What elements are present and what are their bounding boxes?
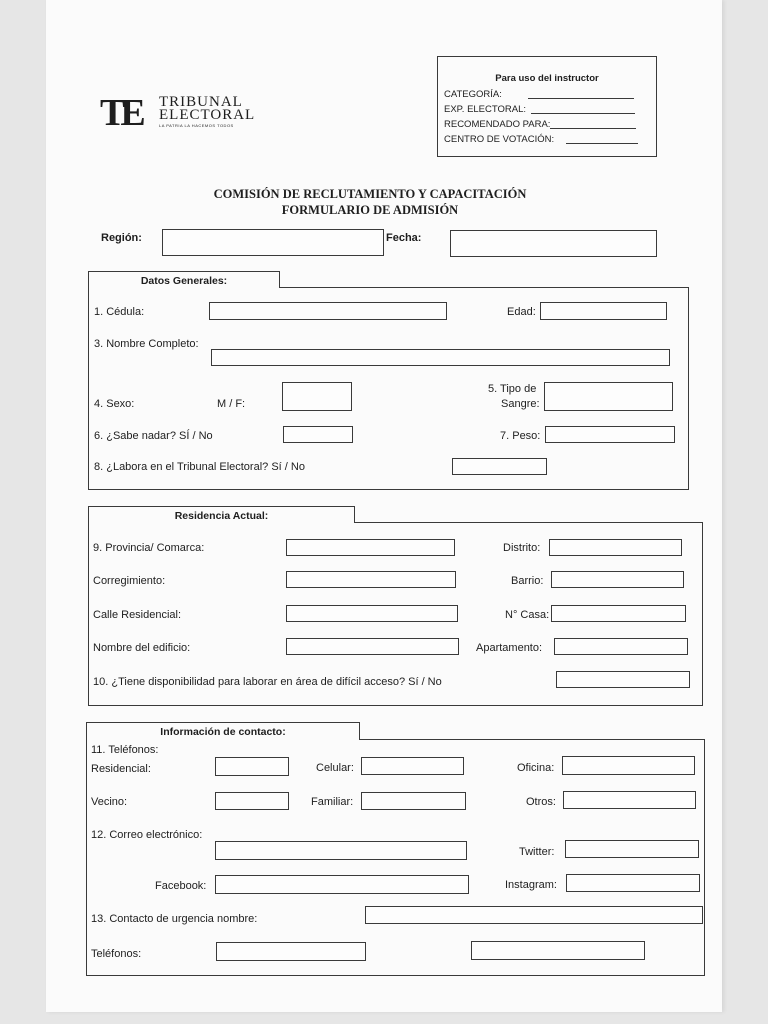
recomendado-label: RECOMENDADO PARA:: [444, 119, 551, 130]
region-label: Región:: [101, 232, 142, 244]
instructor-box-title: Para uso del instructor: [495, 73, 599, 84]
form-heading-line-1: COMISIÓN DE RECLUTAMIENTO Y CAPACITACIÓN: [213, 187, 527, 201]
contacto-title: Información de contacto:: [86, 722, 360, 740]
nadar-label: 6. ¿Sabe nadar? SÍ / No: [94, 430, 213, 442]
facebook-field[interactable]: [215, 875, 469, 894]
nombre-label: 3. Nombre Completo:: [94, 338, 199, 350]
provincia-field[interactable]: [286, 539, 455, 556]
calle-label: Calle Residencial:: [93, 609, 182, 621]
vecino-field[interactable]: [215, 792, 289, 810]
nombre-field[interactable]: [211, 349, 670, 366]
disponibilidad-field[interactable]: [556, 671, 690, 688]
residencial-label: Residencial:: [91, 763, 151, 775]
centro-votacion-line[interactable]: [566, 143, 638, 144]
apartamento-label: Apartamento:: [476, 642, 543, 654]
cedula-field[interactable]: [209, 302, 447, 320]
datos-generales-title: Datos Generales:: [88, 271, 280, 288]
distrito-field[interactable]: [549, 539, 682, 556]
region-field[interactable]: [162, 229, 384, 256]
mf-label: M / F:: [217, 398, 246, 410]
barrio-label: Barrio:: [511, 575, 544, 587]
telefonos-urgencia-field-1[interactable]: [216, 942, 366, 961]
tipo-sangre-field[interactable]: [544, 382, 673, 411]
apartamento-field[interactable]: [554, 638, 688, 655]
celular-field[interactable]: [361, 757, 464, 775]
instagram-label: Instagram:: [505, 879, 557, 891]
categoria-line[interactable]: [528, 98, 634, 99]
barrio-field[interactable]: [551, 571, 684, 588]
edificio-field[interactable]: [286, 638, 459, 655]
exp-electoral-label: EXP. ELECTORAL:: [444, 104, 527, 115]
logo-line-1: TRIBUNAL: [159, 94, 243, 110]
exp-electoral-line[interactable]: [531, 113, 635, 114]
recomendado-line[interactable]: [550, 128, 636, 129]
form-heading-line-2: FORMULARIO DE ADMISIÓN: [281, 203, 459, 217]
familiar-field[interactable]: [361, 792, 466, 810]
oficina-field[interactable]: [562, 756, 695, 775]
fecha-label: Fecha:: [386, 232, 422, 244]
calle-field[interactable]: [286, 605, 458, 622]
urgencia-label: 13. Contacto de urgencia nombre:: [91, 913, 258, 925]
nadar-field[interactable]: [283, 426, 353, 443]
facebook-label: Facebook:: [155, 880, 207, 892]
disponibilidad-label: 10. ¿Tiene disponibilidad para laborar en área de difícil acceso? Sí / No: [93, 676, 442, 688]
casa-label: N° Casa:: [505, 609, 550, 621]
instagram-field[interactable]: [566, 874, 700, 892]
familiar-label: Familiar:: [311, 796, 354, 808]
twitter-label: Twitter:: [519, 846, 555, 858]
provincia-label: 9. Provincia/ Comarca:: [93, 542, 205, 554]
peso-label: 7. Peso:: [500, 430, 541, 442]
urgencia-field[interactable]: [365, 906, 703, 924]
logo-name: [159, 96, 255, 122]
oficina-label: Oficina:: [517, 762, 555, 774]
edad-label: Edad:: [507, 306, 536, 318]
sexo-field[interactable]: [282, 382, 352, 411]
casa-field[interactable]: [551, 605, 686, 622]
vecino-label: Vecino:: [91, 796, 128, 808]
correo-field[interactable]: [215, 841, 467, 860]
logo-tagline: LA PATRIA LA HACEMOS TODOS: [159, 123, 234, 128]
corregimiento-field[interactable]: [286, 571, 456, 588]
correo-label: 12. Correo electrónico:: [91, 829, 203, 841]
telefonos-urgencia-field-2[interactable]: [471, 941, 645, 960]
celular-label: Celular:: [316, 762, 354, 774]
otros-label: Otros:: [526, 796, 556, 808]
tipo-sangre-label-2: Sangre:: [501, 398, 540, 410]
centro-votacion-label: CENTRO DE VOTACIÓN:: [444, 134, 555, 145]
edad-field[interactable]: [540, 302, 667, 320]
corregimiento-label: Corregimiento:: [93, 575, 166, 587]
instructor-box: [437, 56, 657, 157]
telefonos-label: 11. Teléfonos:: [91, 744, 159, 756]
labora-label: 8. ¿Labora en el Tribunal Electoral? Sí / No: [94, 461, 305, 473]
twitter-field[interactable]: [565, 840, 699, 858]
edificio-label: Nombre del edificio:: [93, 642, 191, 654]
residencial-field[interactable]: [215, 757, 289, 776]
otros-field[interactable]: [563, 791, 696, 809]
cedula-label: 1. Cédula:: [94, 306, 145, 318]
distrito-label: Distrito:: [503, 542, 541, 554]
categoria-label: CATEGORÍA:: [444, 89, 502, 100]
tipo-sangre-label-1: 5. Tipo de: [488, 383, 537, 395]
logo-line-2: ELECTORAL: [159, 107, 256, 123]
logo-mark: TE: [100, 92, 141, 134]
residencia-title: Residencia Actual:: [88, 506, 355, 523]
labora-field[interactable]: [452, 458, 547, 475]
telefonos-urgencia-label: Teléfonos:: [91, 948, 142, 960]
sexo-label: 4. Sexo:: [94, 398, 135, 410]
fecha-field[interactable]: [450, 230, 657, 257]
peso-field[interactable]: [545, 426, 675, 443]
